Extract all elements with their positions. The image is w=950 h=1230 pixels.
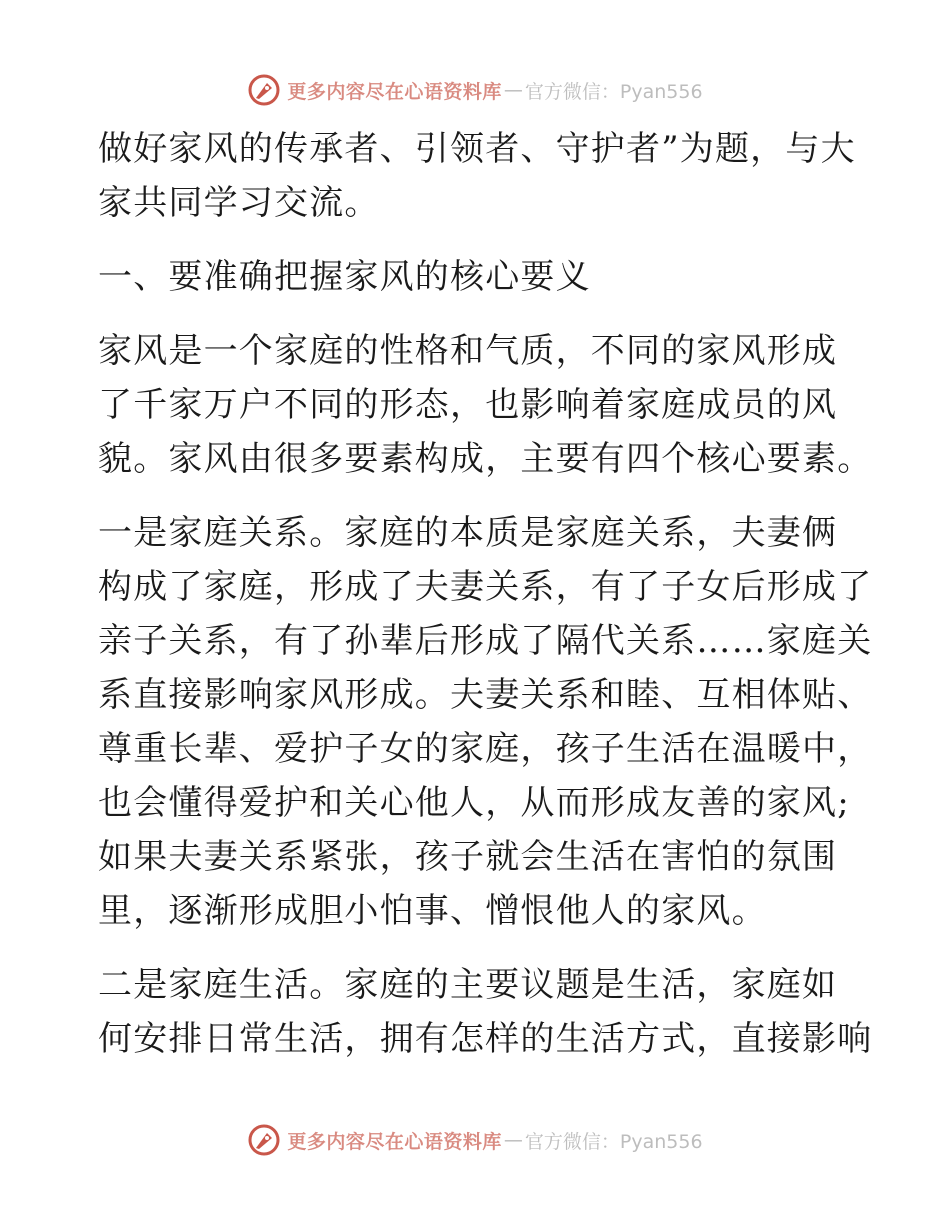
text-line: 构成了家庭，形成了夫妻关系，有了子女后形成了 bbox=[98, 567, 873, 607]
text-line: 貌。家风由很多要素构成，主要有四个核心要素。 bbox=[98, 439, 873, 479]
text-line: 系直接影响家风形成。夫妻关系和睦、互相体贴、 bbox=[98, 675, 873, 715]
watermark-site-text: 更多内容尽在心语资料库 bbox=[287, 1130, 502, 1153]
paragraph-family-relations bbox=[98, 506, 873, 938]
heading-line: 一、要准确把握家风的核心要义 bbox=[98, 257, 591, 297]
paragraph-definition bbox=[98, 324, 873, 486]
text-line: 尊重长辈、爱护子女的家庭，孩子生活在温暖中， bbox=[98, 729, 873, 769]
text-line: 亲子关系，有了孙辈后形成了隔代关系……家庭关 bbox=[98, 621, 873, 661]
text-line: 何安排日常生活，拥有怎样的生活方式，直接影响 bbox=[98, 1019, 873, 1059]
header-watermark bbox=[0, 68, 950, 112]
watermark-separator: — bbox=[503, 1129, 523, 1151]
text-line: 二是家庭生活。家庭的主要议题是生活，家庭如 bbox=[98, 965, 838, 1005]
paragraph-family-life bbox=[98, 958, 873, 1066]
text-line: 也会懂得爱护和关心他人，从而形成友善的家风; bbox=[98, 783, 850, 823]
text-line: 一是家庭关系。家庭的本质是家庭关系，夫妻俩 bbox=[98, 513, 838, 553]
watermark-separator: — bbox=[503, 79, 523, 101]
document-body bbox=[98, 122, 873, 1086]
watermark-contact-text: 官方微信：Pyan556 bbox=[524, 1130, 703, 1153]
watermark-site-text: 更多内容尽在心语资料库 bbox=[287, 80, 502, 103]
pen-nib-logo-icon bbox=[247, 73, 281, 107]
pen-nib-logo-icon bbox=[247, 1123, 281, 1157]
section-heading bbox=[98, 250, 858, 304]
footer-watermark bbox=[0, 1118, 950, 1162]
text-line: 如果夫妻关系紧张，孩子就会生活在害怕的氛围 bbox=[98, 837, 838, 877]
text-line: 里，逐渐形成胆小怕事、憎恨他人的家风。 bbox=[98, 891, 767, 931]
text-line: 家共同学习交流。 bbox=[98, 183, 380, 223]
text-line: 了千家万户不同的形态，也影响着家庭成员的风 bbox=[98, 385, 838, 425]
watermark-contact-text: 官方微信：Pyan556 bbox=[524, 80, 703, 103]
paragraph-intro bbox=[98, 122, 858, 230]
text-line: 做好家风的传承者、引领者、守护者”为题，与大 bbox=[98, 129, 856, 169]
text-line: 家风是一个家庭的性格和气质，不同的家风形成 bbox=[98, 331, 838, 371]
